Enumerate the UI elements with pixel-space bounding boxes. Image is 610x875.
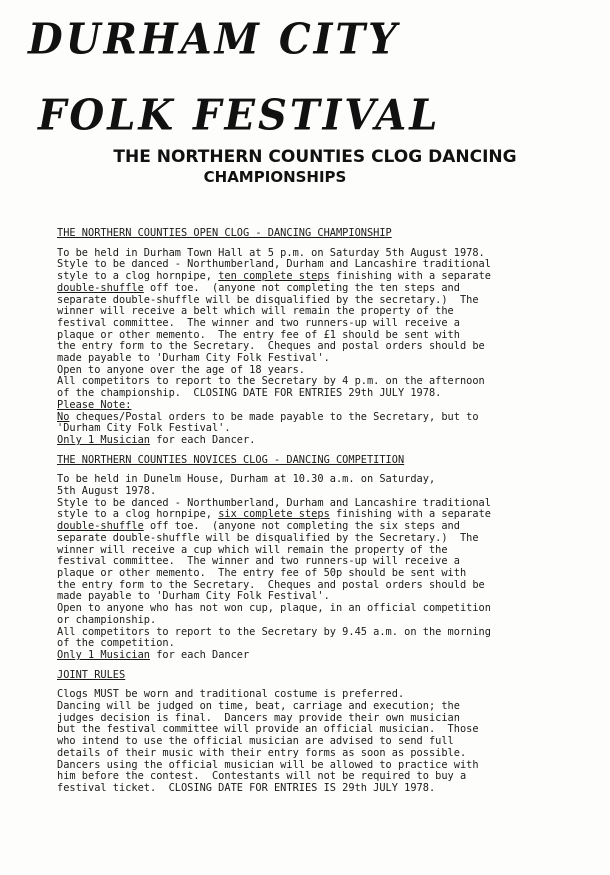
underlined-text: No [57, 410, 70, 423]
paragraph-line: All competitors to report to the Secretary by 9.45 a.m. on the morning [57, 625, 491, 638]
text-run: for each Dancer [150, 648, 250, 661]
paragraph-line: festival ticket. CLOSING DATE FOR ENTRIES IS 29th JULY 1978. [57, 781, 436, 794]
paragraph-line: To be held in Durham Town Hall at 5 p.m. on Saturday 5th August 1978. [57, 246, 485, 259]
paragraph-line: who intend to use the official musician are advised to send full [57, 735, 454, 748]
paragraph-line: 'Durham City Folk Festival'. [57, 422, 231, 435]
underlined-text: six complete steps [218, 508, 330, 521]
paragraph-line: him before the contest. Contestants will not be required to buy a [57, 770, 467, 783]
open-championship-heading: THE NORTHERN COUNTIES OPEN CLOG - DANCING CHAMPIONSHIP [57, 227, 392, 239]
paragraph-line: made payable to 'Durham City Folk Festival'. [57, 590, 330, 603]
paragraph-line: Style to be danced - Northumberland, Durham and Lancashire traditional [57, 496, 491, 509]
paragraph-line: winner will receive a cup which will remain the property of the [57, 543, 448, 556]
paragraph-line [57, 435, 592, 447]
paragraph-line: judges decision is final. Dancers may provide their own musician [57, 711, 460, 724]
paragraph-line [57, 650, 592, 662]
paragraph-line: of the competition. [57, 637, 175, 650]
joint-rules-section [57, 670, 592, 795]
paragraph-line: Style to be danced - Northumberland, Durham and Lancashire traditional [57, 258, 491, 271]
text-run: cheques/Postal orders to be made payable to the Secretary, but to [69, 410, 479, 423]
novices-competition-heading: THE NORTHERN COUNTIES NOVICES CLOG - DANCING COMPETITION [57, 453, 405, 466]
text-run: style to a clog hornpipe, [57, 270, 219, 283]
please-note-label: Please Note: [57, 398, 132, 411]
underlined-text: double-shuffle [57, 520, 144, 533]
text-run: for each Dancer. [150, 433, 256, 446]
paragraph-line: All competitors to report to the Secretary by 4 p.m. on the afternoon [57, 375, 485, 388]
document-body [57, 228, 592, 803]
paragraph-line [57, 283, 592, 295]
festival-title-line2: FOLK FESTIVAL [38, 90, 441, 141]
subtitle-line1: THE NORTHERN COUNTIES CLOG DANCING [113, 147, 517, 167]
paragraph-line: festival committee. The winner and two runners-up will receive a [57, 316, 460, 329]
open-championship-section [57, 228, 592, 447]
paragraph-line: separate double-shuffle will be disqualified by the Secretary.) The [57, 531, 479, 544]
joint-rules-heading: JOINT RULES [57, 668, 126, 681]
paragraph-line: the entry form to the Secretary. Cheques and postal orders should be [57, 340, 485, 353]
paragraph-line: of the championship. CLOSING DATE FOR ENTRIES 29th JULY 1978. [57, 387, 442, 400]
paragraph-line: Clogs MUST be worn and traditional costume is preferred. [57, 688, 405, 701]
underlined-text: ten complete steps [218, 270, 330, 283]
underlined-text: Only 1 Musician [57, 433, 150, 446]
text-run: style to a clog hornpipe, [57, 508, 219, 521]
underlined-text: Only 1 Musician [57, 648, 150, 661]
paragraph-line: plaque or other memento. The entry fee of 50p should be sent with [57, 566, 467, 579]
underlined-text: double-shuffle [57, 281, 144, 294]
paragraph-line: Dancers using the official musician will be allowed to practice with [57, 758, 479, 771]
subtitle-line2: CHAMPIONSHIPS [203, 168, 347, 186]
paragraph-line: To be held in Dunelm House, Durham at 10.30 a.m. on Saturday, [57, 473, 436, 486]
paragraph-line: festival committee. The winner and two runners-up will receive a [57, 555, 460, 568]
paragraph-line: the entry form to the Secretary. Cheques and postal orders should be [57, 578, 485, 591]
paragraph-line: winner will receive a belt which will remain the property of the [57, 305, 454, 318]
paragraph-line: or championship. [57, 613, 157, 626]
paragraph-line: made payable to 'Durham City Folk Festival'. [57, 352, 330, 365]
text-run: finishing with a separate [329, 508, 491, 521]
paragraph-line: separate double-shuffle will be disqualified by the secretary.) The [57, 293, 479, 306]
novices-competition-section [57, 455, 592, 662]
paragraph-line: Dancing will be judged on time, beat, carriage and execution; the [57, 700, 460, 713]
text-run: off toe. (anyone not completing the six steps and [143, 520, 460, 533]
paragraph-line: details of their music with their entry forms as soon as possible. [57, 746, 467, 759]
paragraph-line: plaque or other memento. The entry fee of £1 should be sent with [57, 328, 460, 341]
paragraph-line: Open to anyone over the age of 18 years. [57, 363, 305, 376]
paragraph-line: but the festival committee will provide an official musician. Those [57, 723, 479, 736]
festival-title-line1: DURHAM CITY [28, 14, 400, 65]
text-run: finishing with a separate [329, 270, 491, 283]
text-run: off toe. (anyone not completing the ten steps and [143, 281, 460, 294]
paragraph-line: 5th August 1978. [57, 485, 157, 498]
paragraph-line: Open to anyone who has not won cup, plaque, in an official competition [57, 602, 491, 615]
